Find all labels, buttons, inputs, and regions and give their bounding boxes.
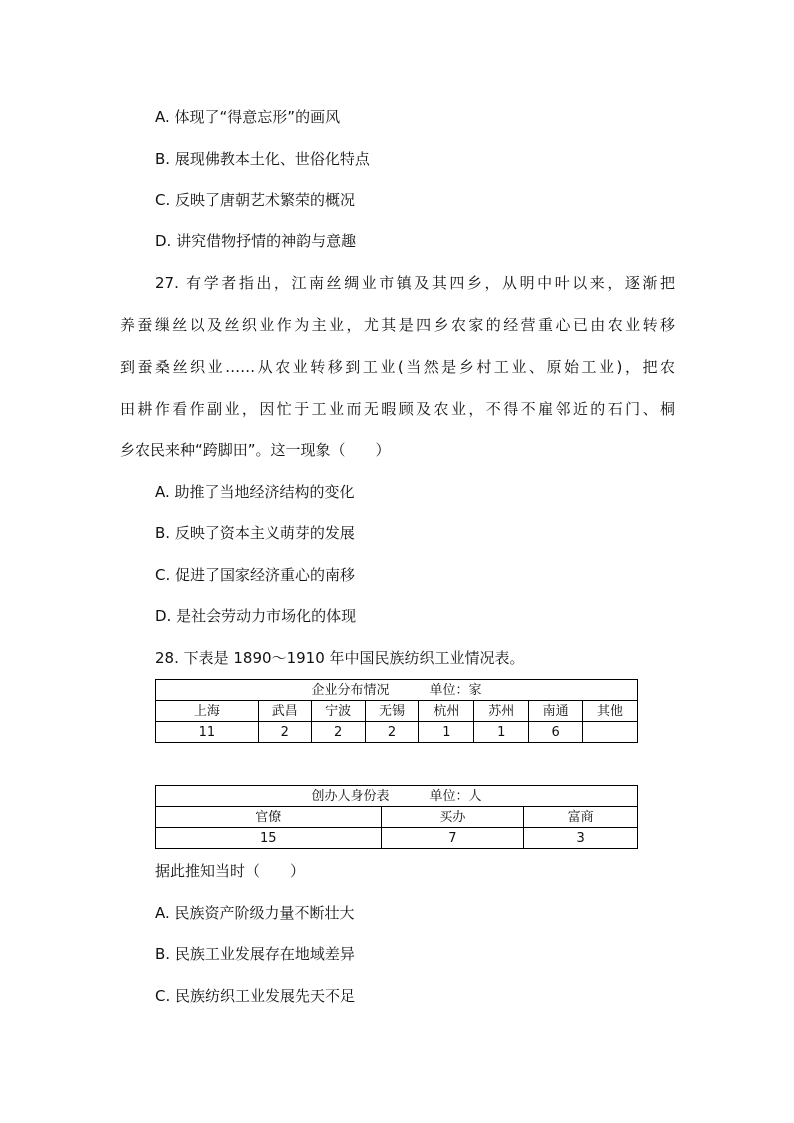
q27-stem-line-4: 田耕作看作副业，因忙于工业而无暇顾及农业，不得不雇邻近的石门、桐 <box>120 400 675 418</box>
table1-header-cell: 杭州 <box>419 701 474 722</box>
table2-value-cell: 15 <box>156 828 382 849</box>
table1-title-row <box>156 680 638 701</box>
table2-value-row <box>156 828 638 849</box>
q26-option-b: B. 展现佛教本土化、世俗化特点 <box>155 150 370 168</box>
table1-title: 企业分布情况 <box>311 682 390 698</box>
table1-value-cell: 1 <box>419 722 474 743</box>
founder-identity-table <box>155 785 638 849</box>
table1-header-cell: 上海 <box>156 701 259 722</box>
q27-stem-line-2: 养蚕缫丝以及丝织业作为主业，尤其是四乡农家的经营重心已由农业转移 <box>120 316 675 334</box>
table1-value-row <box>156 722 638 743</box>
q28-option-c: C. 民族纺织工业发展先天不足 <box>155 987 356 1005</box>
q27-stem-line-5: 乡农民来种“跨脚田”。这一现象（ ） <box>120 441 391 459</box>
table1-value-cell: 2 <box>258 722 311 743</box>
q27-option-a: A. 助推了当地经济结构的变化 <box>155 483 355 501</box>
table1-value-cell <box>583 722 638 743</box>
table2-title: 创办人身份表 <box>311 788 390 804</box>
table1-value-cell: 2 <box>311 722 365 743</box>
table1-unit: 单位：家 <box>429 682 482 698</box>
table2-value-cell: 7 <box>381 828 524 849</box>
table1-header-cell: 苏州 <box>474 701 529 722</box>
table1-header-cell: 武昌 <box>258 701 311 722</box>
q27-stem-line-1: 27. 有学者指出，江南丝绸业市镇及其四乡，从明中叶以来，逐渐把 <box>155 274 675 292</box>
q26-option-d: D. 讲究借物抒情的神韵与意趣 <box>155 232 357 250</box>
enterprise-distribution-table <box>155 679 638 743</box>
table1-value-cell: 11 <box>156 722 259 743</box>
table2-value-cell: 3 <box>524 828 638 849</box>
table2-header-cell: 买办 <box>381 807 524 828</box>
table1-value-cell: 6 <box>529 722 583 743</box>
table2-header-row <box>156 807 638 828</box>
q27-option-d: D. 是社会劳动力市场化的体现 <box>155 607 357 625</box>
table2-header-cell: 富商 <box>524 807 638 828</box>
table2-header-cell: 官僚 <box>156 807 382 828</box>
q28-option-b: B. 民族工业发展存在地域差异 <box>155 945 355 963</box>
table1-header-cell: 南通 <box>529 701 583 722</box>
table1-header-cell: 无锡 <box>365 701 419 722</box>
table1-value-cell: 1 <box>474 722 529 743</box>
q27-stem-line-3: 到蚕桑丝织业……从农业转移到工业(当然是乡村工业、原始工业)，把农 <box>120 358 675 376</box>
table2-title-row <box>156 786 638 807</box>
q28-question: 据此推知当时（ ） <box>155 862 306 880</box>
table1-header-cell: 其他 <box>583 701 638 722</box>
q26-option-c: C. 反映了唐朝艺术繁荣的概况 <box>155 191 356 209</box>
q28-option-a: A. 民族资产阶级力量不断壮大 <box>155 904 355 922</box>
q27-option-c: C. 促进了国家经济重心的南移 <box>155 566 356 584</box>
table1-header-cell: 宁波 <box>311 701 365 722</box>
q28-stem: 28. 下表是 1890～1910 年中国民族纺织工业情况表。 <box>155 649 525 667</box>
table1-header-row <box>156 701 638 722</box>
q27-option-b: B. 反映了资本主义萌芽的发展 <box>155 524 355 542</box>
table2-unit: 单位：人 <box>429 788 482 804</box>
table1-value-cell: 2 <box>365 722 419 743</box>
q26-option-a: A. 体现了“得意忘形”的画风 <box>155 108 341 126</box>
